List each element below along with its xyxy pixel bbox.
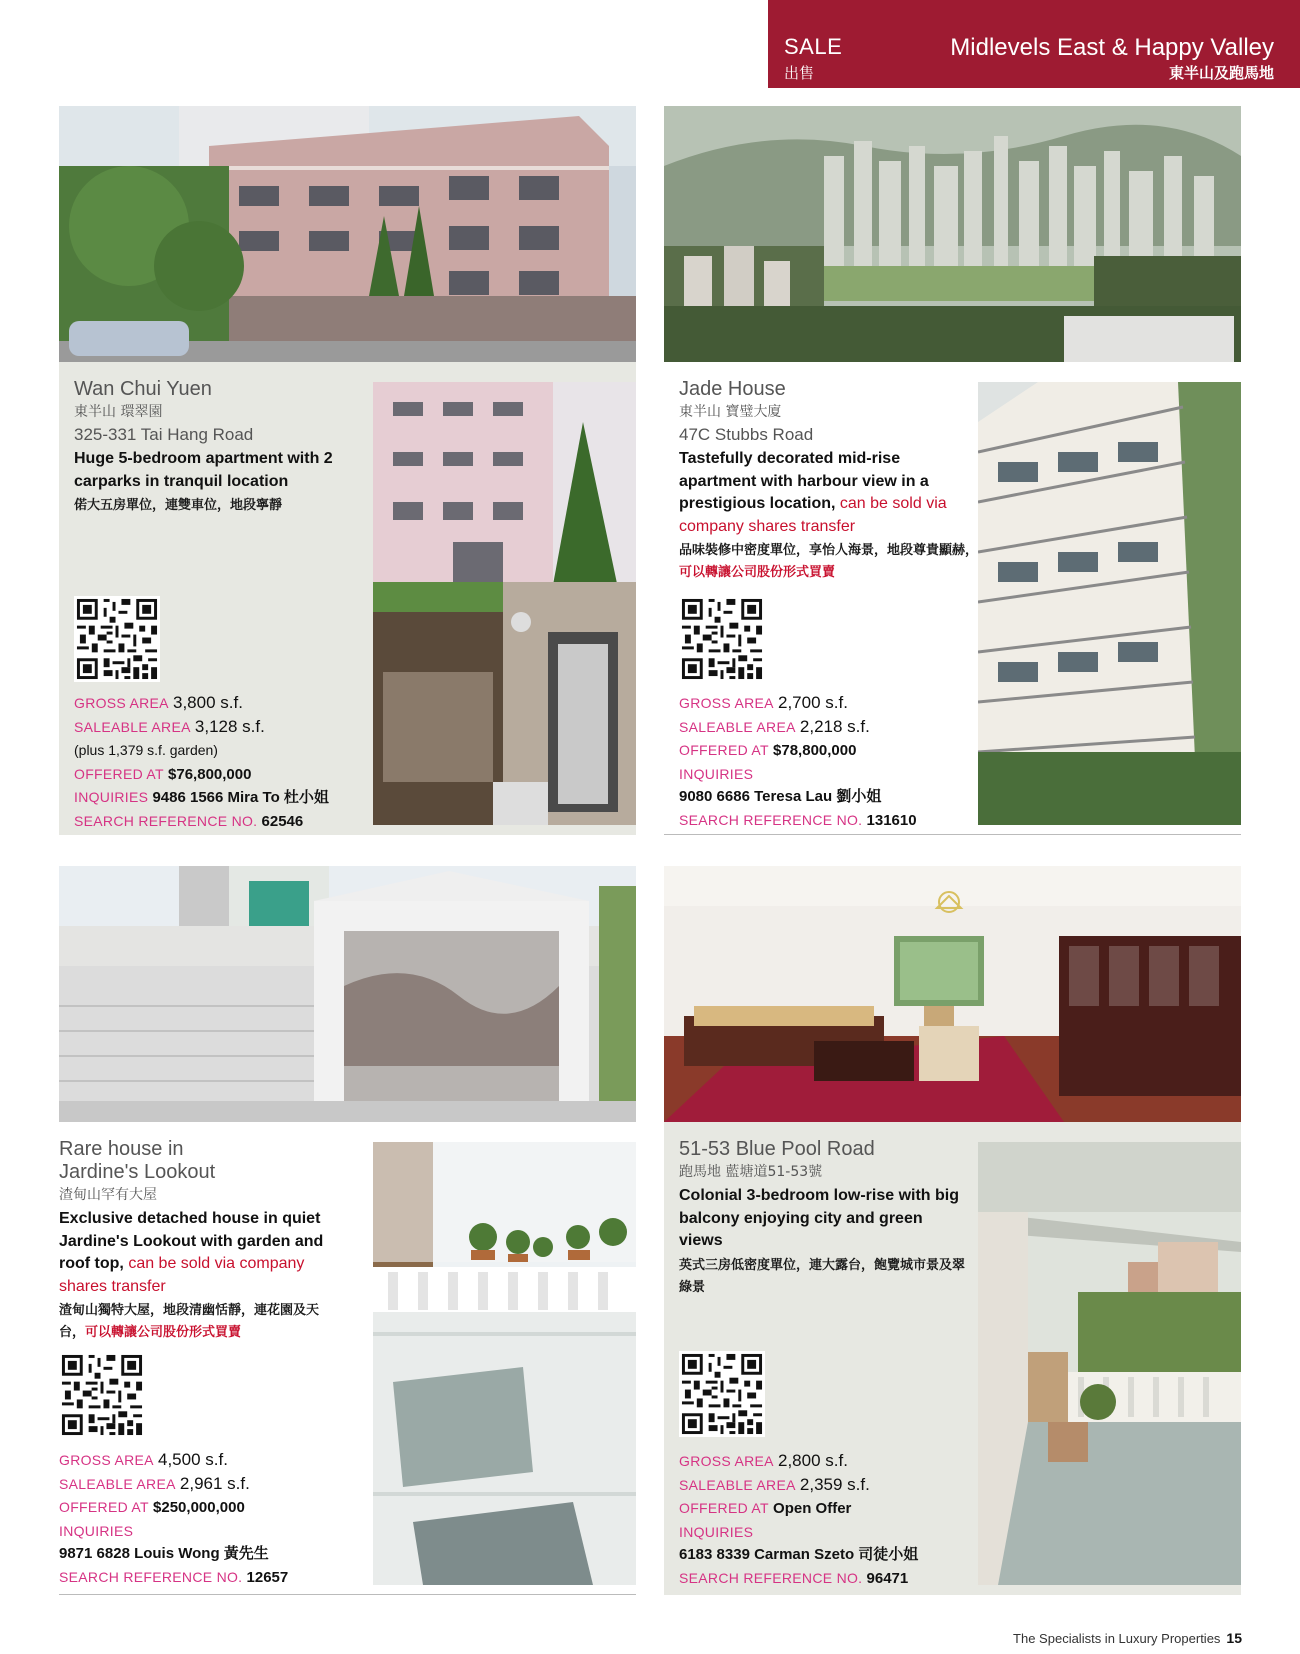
listing-card-wan-chui-yuen[interactable] [59, 106, 636, 835]
inquiries-contact[interactable]: 9486 1566 Mira To 杜小姐 [152, 789, 329, 806]
listing-photo-secondary[interactable] [373, 382, 636, 825]
listing-card-blue-pool-road[interactable] [664, 866, 1241, 1595]
gross-area-label: GROSS AREA [679, 695, 774, 711]
listing-name-cn: 東半山 環翠園 [74, 404, 163, 420]
inquiries-contact[interactable]: 9871 6828 Louis Wong 黃先生 [59, 1545, 269, 1562]
listing-address: 47C Stubbs Road [679, 425, 814, 444]
card-divider [664, 834, 1241, 835]
inquiries-contact[interactable]: 6183 8339 Carman Szeto 司徒小姐 [679, 1546, 919, 1563]
card-divider [59, 1594, 636, 1595]
offered-label: OFFERED AT [59, 1499, 149, 1515]
gross-area-value: 2,800 s.f. [777, 1451, 848, 1470]
offered-price: Open Offer [773, 1500, 852, 1517]
listing-photo-secondary[interactable] [373, 1142, 636, 1585]
search-ref-label: SEARCH REFERENCE NO. [679, 1569, 863, 1586]
region-title: Midlevels East & Happy Valley [950, 34, 1274, 61]
gross-area-value: 3,800 s.f. [172, 693, 243, 712]
listing-specs [679, 692, 979, 832]
listing-description-cn: 渣甸山獨特大屋，地段清幽恬靜，連花園及天台，可以轉讓公司股份形式買賣 [59, 1303, 320, 1340]
shares-transfer-note-cn: 可以轉讓公司股份形式買賣 [85, 1325, 242, 1340]
listing-name: 51-53 Blue Pool Road [679, 1138, 875, 1160]
offered-price: $76,800,000 [168, 765, 252, 783]
inquiries-label: INQUIRIES [74, 789, 149, 805]
saleable-area-label: SALEABLE AREA [74, 718, 191, 735]
listing-photo-secondary[interactable] [978, 1142, 1241, 1585]
listing-description: Tastefully decorated mid-rise apartment with harbour view in a prestigious location, can be sold via company shares transfer [679, 450, 947, 535]
listing-name: Jade House [679, 378, 786, 400]
listing-name-line1: Rare house in [59, 1138, 184, 1160]
listing-photo-main[interactable] [59, 106, 636, 362]
sale-label: SALE [784, 34, 843, 59]
gross-area-label: GROSS AREA [74, 695, 169, 711]
offered-price: $250,000,000 [153, 1499, 245, 1516]
listing-description: Colonial 3-bedroom low-rise with big balcony enjoying city and green views [679, 1187, 960, 1249]
listing-address: 325-331 Tai Hang Road [74, 425, 254, 444]
sale-label-cn: 出售 [784, 64, 815, 82]
saleable-area-value: 2,359 s.f. [799, 1474, 870, 1494]
listing-name-cn: 跑馬地 藍塘道51-53號 [679, 1164, 823, 1180]
listing-description-cn: 英式三房低密度單位，連大露台，飽覽城市景及翠綠景 [679, 1257, 966, 1295]
listing-text [74, 378, 364, 517]
offered-price: $78,800,000 [773, 742, 857, 759]
search-ref-label: SEARCH REFERENCE NO. [59, 1568, 243, 1585]
listing-specs [59, 1449, 359, 1589]
saleable-area-value: 2,961 s.f. [179, 1473, 250, 1493]
shares-transfer-note: can be sold via company shares transfer [59, 1255, 305, 1295]
search-ref-number: 12657 [246, 1568, 289, 1586]
search-ref-number: 96471 [866, 1569, 909, 1587]
listing-name-line2: Jardine's Lookout [59, 1161, 216, 1183]
listing-card-jade-house[interactable] [664, 106, 1241, 835]
listing-text [679, 1138, 969, 1299]
search-ref-number: 131610 [866, 811, 917, 829]
listing-description: Exclusive detached house in quiet Jardine's Lookout with garden and roof top, can be sold via company shares transfer [59, 1210, 324, 1295]
offered-label: OFFERED AT [679, 1500, 769, 1516]
search-ref-number: 62546 [261, 812, 304, 830]
saleable-area-value: 2,218 s.f. [799, 716, 870, 736]
gross-area-label: GROSS AREA [59, 1452, 154, 1468]
listing-specs [679, 1450, 979, 1590]
saleable-area-value: 3,128 s.f. [194, 716, 265, 736]
listing-photo-main[interactable] [59, 866, 636, 1122]
listing-name-cn: 渣甸山罕有大屋 [59, 1187, 157, 1203]
section-header [768, 0, 1300, 88]
saleable-area-label: SALEABLE AREA [59, 1475, 176, 1492]
listing-name: Wan Chui Yuen [74, 378, 212, 400]
listing-text [679, 378, 979, 584]
offered-label: OFFERED AT [679, 742, 769, 758]
qr-code-icon[interactable] [74, 596, 160, 682]
listing-text [59, 1138, 329, 1344]
search-ref-label: SEARCH REFERENCE NO. [679, 811, 863, 828]
page-footer [1013, 1630, 1242, 1646]
listing-photo-main[interactable] [664, 106, 1241, 362]
listing-description: Huge 5-bedroom apartment with 2 carparks in tranquil location [74, 450, 333, 490]
page-number: 15 [1226, 1630, 1242, 1646]
shares-transfer-note: can be sold via company shares transfer [679, 495, 947, 535]
listing-photo-main[interactable] [664, 866, 1241, 1122]
shares-transfer-note-cn: 可以轉讓公司股份形式買賣 [679, 565, 836, 580]
region-title-cn: 東半山及跑馬地 [1168, 64, 1274, 82]
listing-name-cn: 東半山 寶璧大廈 [679, 404, 782, 420]
gross-area-label: GROSS AREA [679, 1453, 774, 1469]
garden-note: (plus 1,379 s.f. garden) [74, 742, 218, 758]
qr-code-icon[interactable] [679, 596, 765, 682]
saleable-area-label: SALEABLE AREA [679, 718, 796, 735]
qr-code-icon[interactable] [59, 1352, 145, 1438]
listing-description-cn: 偌大五房單位，連雙車位，地段寧靜 [74, 498, 283, 513]
gross-area-value: 4,500 s.f. [157, 1450, 228, 1469]
footer-tagline: The Specialists in Luxury Properties [1013, 1631, 1221, 1646]
listing-description-cn: 品味裝修中密度單位，享怡人海景，地段尊貴顯赫，可以轉讓公司股份形式買賣 [679, 543, 979, 580]
listing-photo-secondary[interactable] [978, 382, 1241, 825]
gross-area-value: 2,700 s.f. [777, 693, 848, 712]
inquiries-contact[interactable]: 9080 6686 Teresa Lau 劉小姐 [679, 788, 882, 805]
inquiries-label: INQUIRIES [679, 765, 754, 782]
listing-card-jardines-lookout[interactable] [59, 866, 636, 1595]
search-ref-label: SEARCH REFERENCE NO. [74, 812, 258, 829]
inquiries-label: INQUIRIES [59, 1522, 134, 1539]
offered-label: OFFERED AT [74, 765, 164, 782]
saleable-area-label: SALEABLE AREA [679, 1476, 796, 1493]
qr-code-icon[interactable] [679, 1351, 765, 1437]
inquiries-label: INQUIRIES [679, 1523, 754, 1540]
listing-specs [74, 692, 374, 833]
